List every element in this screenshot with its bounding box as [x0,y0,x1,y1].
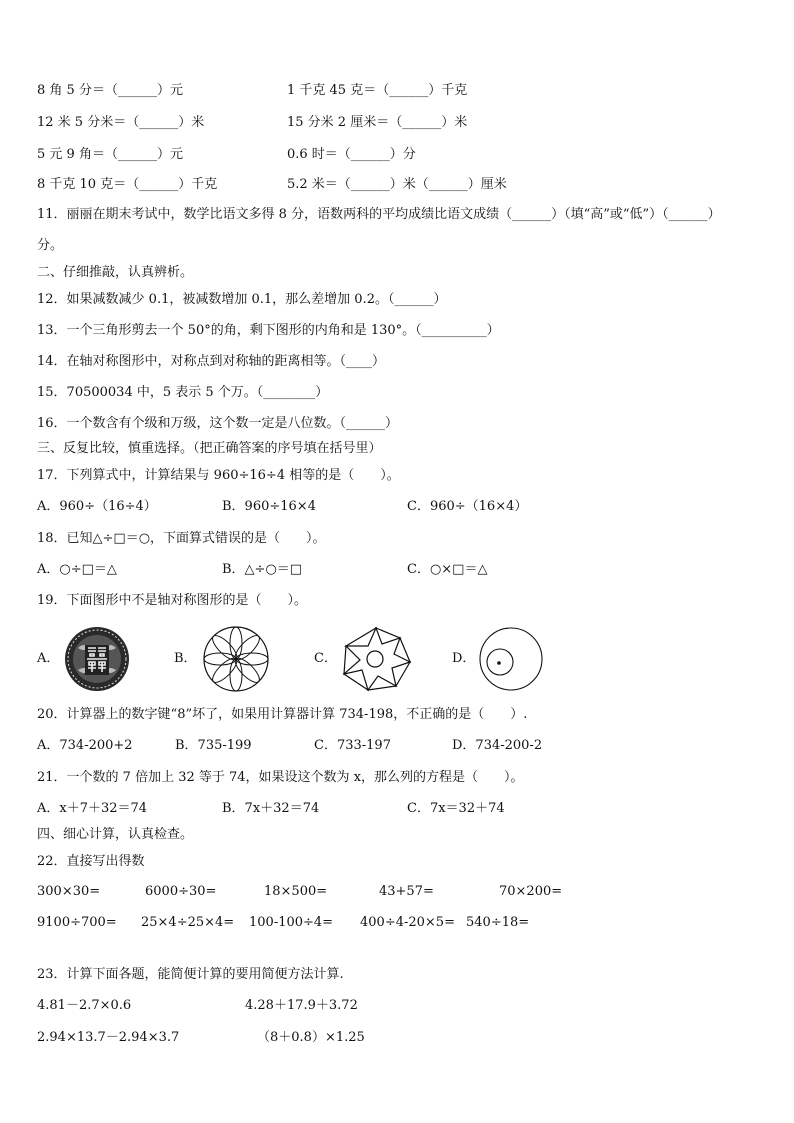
q14: 14．在轴对称图形中，对称点到对称轴的距离相等。（____） [37,354,386,369]
q22-item-6: 9100÷700= [37,915,117,930]
q21-option-c: C．7x＝32＋74 [407,801,505,816]
q23-item-1: 4.81－2.7×0.6 [37,998,132,1013]
q11-line1: 11．丽丽在期末考试中，数学比语文多得 8 分，语数两科的平均成绩比语文成绩（______）（填“高”或“低”）（______） [37,207,721,222]
q19-label-a: A． [37,651,60,666]
q22-item-2: 6000÷30= [145,884,217,899]
q22-item-4: 43+57= [379,884,434,899]
conversion-2-right: 15 分米 2 厘米＝（______）米 [287,115,468,130]
q22-item-9: 400÷4-20×5= [360,915,455,930]
q22-item-1: 300×30= [37,884,101,899]
conversion-4-right: 5.2 米＝（______）米（______）厘米 [287,177,507,192]
flower-circle-figure [201,624,271,694]
q22-item-8: 100-100÷4= [249,915,334,930]
q22-item-10: 540÷18= [466,915,530,930]
q17-option-c: C．960÷（16×4） [407,499,528,514]
section2-heading: 二、仔细推敲，认真辨析。 [37,265,194,280]
q20-option-c: C．733-197 [314,738,391,753]
nested-circles-figure [478,626,544,692]
q13: 13．一个三角形剪去一个 50°的角，剩下图形的内角和是 130°。（__________） [37,323,500,338]
q22-item-7: 25×4÷25×4= [141,915,235,930]
pinwheel-figure [338,624,414,694]
q23-item-2: 4.28＋17.9＋3.72 [245,998,358,1013]
conversion-3-left: 5 元 9 角＝（______）元 [37,147,183,162]
q23-item-3: 2.94×13.7－2.94×3.7 [37,1030,180,1045]
q21-option-b: B．7x＋32＝74 [222,801,320,816]
q11-line2: 分。 [37,238,64,253]
q20-option-d: D．734-200-2 [452,738,543,753]
q19-label-b: B． [174,651,197,666]
section4-heading: 四、细心计算，认真检查。 [37,827,194,842]
q17-stem: 17．下列算式中，计算结果与 960÷16÷4 相等的是（ ）。 [37,468,400,483]
conversion-2-left: 12 米 5 分米＝（______）米 [37,115,205,130]
q22-item-5: 70×200= [499,884,563,899]
q20-option-b: B．735-199 [175,738,252,753]
q22-stem: 22．直接写出得数 [37,854,145,869]
q22-item-3: 18×500= [264,884,328,899]
q19-stem: 19．下面图形中不是轴对称图形的是（ ）。 [37,593,308,608]
q20-stem: 20．计算器上的数字键“8”坏了，如果用计算器计算 734-198，不正确的是（ ）. [37,707,528,722]
q23-stem: 23．计算下面各题，能简便计算的要用简便方法计算. [37,967,344,982]
q18-stem: 18．已知△÷□＝○，下面算式错误的是（ ）。 [37,531,326,546]
section3-heading: 三、反复比较，慎重选择。（把正确答案的序号填在括号里） [37,441,382,456]
q20-option-a: A．734-200+2 [37,738,133,753]
q23-item-4: （8＋0.8）×1.25 [257,1030,365,1045]
q17-option-a: A．960÷（16÷4） [37,499,157,514]
q12: 12．如果减数减少 0.1，被减数增加 0.1，那么差增加 0.2。（______） [37,292,447,307]
conversion-1-right: 1 千克 45 克＝（______）千克 [287,83,468,98]
q17-option-b: B．960÷16×4 [222,499,316,514]
q18-option-c: C．○×□＝△ [407,562,488,577]
q15: 15．70500034 中，5 表示 5 个万。（________） [37,385,329,400]
q21-option-a: A．x＋7＋32＝74 [37,801,148,816]
q18-option-a: A．○÷□＝△ [37,562,117,577]
conversion-1-left: 8 角 5 分＝（______）元 [37,83,183,98]
q18-option-b: B．△÷○＝□ [222,562,303,577]
q19-label-d: D． [452,651,476,666]
q16: 16．一个数含有个级和万级，这个数一定是八位数。（______） [37,416,399,431]
conversion-3-right: 0.6 时＝（______）分 [287,147,416,162]
ornament-circle-figure [64,626,130,692]
conversion-4-left: 8 千克 10 克＝（______）千克 [37,177,218,192]
q21-stem: 21．一个数的 7 倍加上 32 等于 74，如果设这个数为 x，那么列的方程是（ ）。 [37,770,524,785]
q19-label-c: C． [314,651,337,666]
